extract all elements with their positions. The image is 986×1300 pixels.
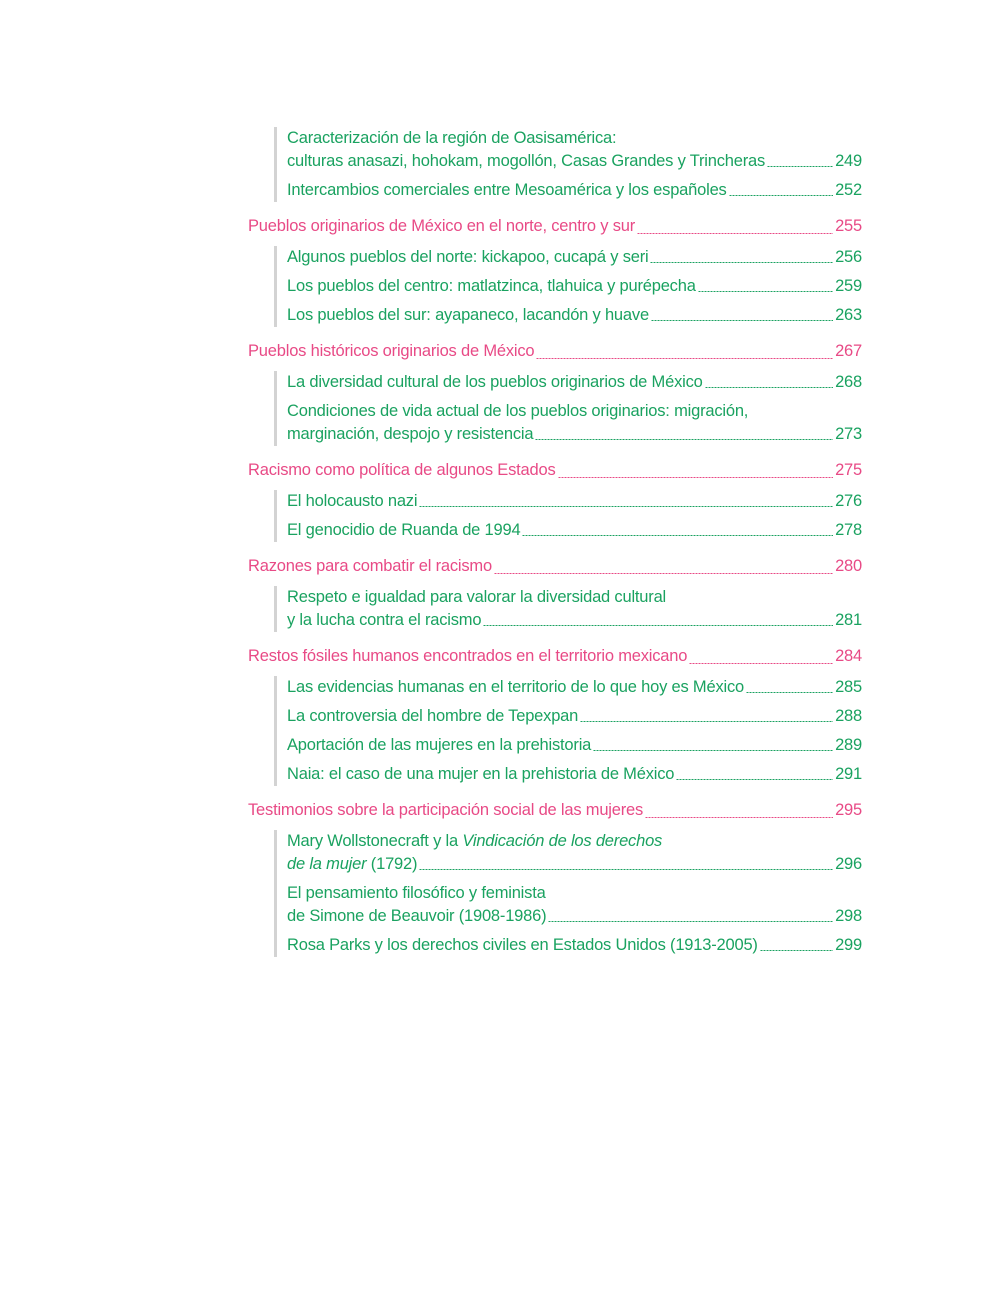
toc-subsection-line bbox=[287, 830, 862, 853]
toc-subsection[interactable] bbox=[287, 763, 862, 786]
dot-leader bbox=[535, 439, 833, 440]
toc-subsection-line: Caracterización de la región de Oasisamérica: bbox=[287, 129, 617, 147]
toc-subsection-line: El pensamiento filosófico y feminista bbox=[287, 884, 546, 902]
page-number: 276 bbox=[835, 492, 862, 510]
toc-subsection[interactable] bbox=[287, 519, 862, 542]
page-number: 259 bbox=[835, 277, 862, 295]
toc-subsection-title: Intercambios comerciales entre Mesoamérica y los españoles bbox=[287, 181, 727, 199]
toc-subsection-group bbox=[274, 490, 862, 542]
toc-section-entry[interactable] bbox=[248, 459, 862, 484]
page-number: 299 bbox=[835, 936, 862, 954]
toc-section bbox=[248, 645, 862, 786]
page-number: 275 bbox=[835, 461, 862, 479]
dot-leader bbox=[494, 573, 833, 574]
toc-subsection[interactable] bbox=[287, 304, 862, 327]
dot-leader bbox=[558, 477, 834, 478]
toc-subsection[interactable] bbox=[287, 275, 862, 298]
dot-leader bbox=[536, 358, 833, 359]
dot-leader bbox=[729, 195, 833, 196]
toc-subsection-title-plain: (1792) bbox=[366, 855, 418, 873]
page-number: 281 bbox=[835, 611, 862, 629]
page-number: 295 bbox=[835, 801, 862, 819]
dot-leader bbox=[593, 750, 833, 751]
page-number: 285 bbox=[835, 678, 862, 696]
page-number: 296 bbox=[835, 855, 862, 873]
page-number: 291 bbox=[835, 765, 862, 783]
toc-subsection-title: Los pueblos del sur: ayapaneco, lacandón y huave bbox=[287, 306, 649, 324]
toc-subsection-title: El genocidio de Ruanda de 1994 bbox=[287, 521, 521, 539]
toc-subsection[interactable] bbox=[287, 246, 862, 269]
toc-subsection[interactable] bbox=[287, 676, 862, 699]
toc-subsection-title: Los pueblos del centro: matlatzinca, tlahuica y purépecha bbox=[287, 277, 696, 295]
toc-section-title: Razones para combatir el racismo bbox=[248, 557, 492, 575]
toc-section bbox=[248, 340, 862, 446]
toc-subsection-title: Naia: el caso de una mujer en la prehistoria de México bbox=[287, 765, 675, 783]
page-number: 268 bbox=[835, 373, 862, 391]
page-number: 273 bbox=[835, 425, 862, 443]
toc-subsection-title: de Simone de Beauvoir (1908-1986) bbox=[287, 907, 547, 925]
toc-subsection-line: Respeto e igualdad para valorar la diversidad cultural bbox=[287, 588, 667, 606]
toc-section bbox=[248, 459, 862, 542]
toc-subsection-title: marginación, despojo y resistencia bbox=[287, 425, 534, 443]
toc-section-title: Testimonios sobre la participación social de las mujeres bbox=[248, 801, 644, 819]
dot-leader bbox=[483, 625, 833, 626]
toc-section-entry[interactable] bbox=[248, 799, 862, 824]
toc-section-title: Pueblos históricos originarios de México bbox=[248, 342, 535, 360]
toc-subsection[interactable] bbox=[287, 934, 862, 957]
toc-subsection[interactable] bbox=[287, 179, 862, 202]
toc-section bbox=[248, 799, 862, 957]
toc-section bbox=[248, 555, 862, 632]
dot-leader bbox=[650, 262, 833, 263]
dot-leader bbox=[767, 166, 833, 167]
dot-leader bbox=[645, 817, 833, 818]
toc-subsection[interactable] bbox=[287, 400, 862, 446]
dot-leader bbox=[637, 233, 833, 234]
toc-section-entry[interactable] bbox=[248, 645, 862, 670]
toc-subsection-title: La diversidad cultural de los pueblos originarios de México bbox=[287, 373, 703, 391]
toc-subsection-title bbox=[287, 853, 417, 876]
toc-subsection-group bbox=[274, 127, 862, 202]
page-number: 249 bbox=[835, 152, 862, 170]
dot-leader bbox=[580, 721, 833, 722]
toc-subsection[interactable] bbox=[287, 734, 862, 757]
dot-leader bbox=[676, 779, 833, 780]
toc-subsection-title-italic: de la mujer bbox=[287, 855, 367, 873]
dot-leader bbox=[522, 535, 833, 536]
toc-subsection[interactable] bbox=[287, 882, 862, 928]
toc-subsection-title: Aportación de las mujeres en la prehistoria bbox=[287, 736, 592, 754]
toc-subsection-line-plain: Mary Wollstonecraft y la bbox=[287, 832, 463, 850]
toc-subsection[interactable] bbox=[287, 490, 862, 513]
page-number: 289 bbox=[835, 736, 862, 754]
toc-subsection[interactable] bbox=[287, 586, 862, 632]
page-number: 255 bbox=[835, 217, 862, 235]
toc-section bbox=[248, 215, 862, 327]
toc-subsection-title: culturas anasazi, hohokam, mogollón, Casas Grandes y Trincheras bbox=[287, 152, 766, 170]
page-number: 284 bbox=[835, 647, 862, 665]
dot-leader bbox=[746, 692, 833, 693]
page-number: 280 bbox=[835, 557, 862, 575]
toc-section-title: Pueblos originarios de México en el norte, centro y sur bbox=[248, 217, 636, 235]
toc-section-entry[interactable] bbox=[248, 215, 862, 240]
page-number: 267 bbox=[835, 342, 862, 360]
dot-leader bbox=[651, 320, 833, 321]
toc-subsection-title: y la lucha contra el racismo bbox=[287, 611, 482, 629]
toc-subsection[interactable] bbox=[287, 371, 862, 394]
dot-leader bbox=[698, 291, 833, 292]
toc-subsection-title: Las evidencias humanas en el territorio de lo que hoy es México bbox=[287, 678, 744, 696]
page-number: 278 bbox=[835, 521, 862, 539]
toc-subsection-group bbox=[274, 676, 862, 786]
toc-subsection[interactable] bbox=[287, 705, 862, 728]
toc-section-title: Restos fósiles humanos encontrados en el territorio mexicano bbox=[248, 647, 688, 665]
page-number: 252 bbox=[835, 181, 862, 199]
toc-subsection-line: Condiciones de vida actual de los pueblos originarios: migración, bbox=[287, 402, 749, 420]
toc-subsection-group bbox=[274, 830, 862, 957]
page-number: 256 bbox=[835, 248, 862, 266]
toc-subsection-group bbox=[274, 586, 862, 632]
dot-leader bbox=[419, 869, 833, 870]
toc-subsection-title: Algunos pueblos del norte: kickapoo, cucapá y seri bbox=[287, 248, 649, 266]
dot-leader bbox=[705, 387, 833, 388]
toc-subsection-group bbox=[274, 371, 862, 446]
toc-section-entry[interactable] bbox=[248, 340, 862, 365]
toc-subsection-title: Rosa Parks y los derechos civiles en Estados Unidos (1913-2005) bbox=[287, 936, 758, 954]
toc-subsection[interactable] bbox=[287, 830, 862, 876]
toc-intro-block bbox=[248, 127, 862, 202]
page-number: 263 bbox=[835, 306, 862, 324]
dot-leader bbox=[760, 950, 833, 951]
toc-subsection-group bbox=[274, 246, 862, 327]
dot-leader bbox=[419, 506, 833, 507]
toc-subsection-title: El holocausto nazi bbox=[287, 492, 418, 510]
page-number: 298 bbox=[835, 907, 862, 925]
toc-subsection[interactable] bbox=[287, 127, 862, 173]
table-of-contents bbox=[248, 127, 862, 970]
page-number: 288 bbox=[835, 707, 862, 725]
dot-leader bbox=[689, 663, 833, 664]
toc-subsection-title: La controversia del hombre de Tepexpan bbox=[287, 707, 579, 725]
toc-section-entry[interactable] bbox=[248, 555, 862, 580]
toc-section-title: Racismo como política de algunos Estados bbox=[248, 461, 556, 479]
dot-leader bbox=[548, 921, 833, 922]
toc-subsection-line-italic: Vindicación de los derechos bbox=[462, 832, 663, 850]
